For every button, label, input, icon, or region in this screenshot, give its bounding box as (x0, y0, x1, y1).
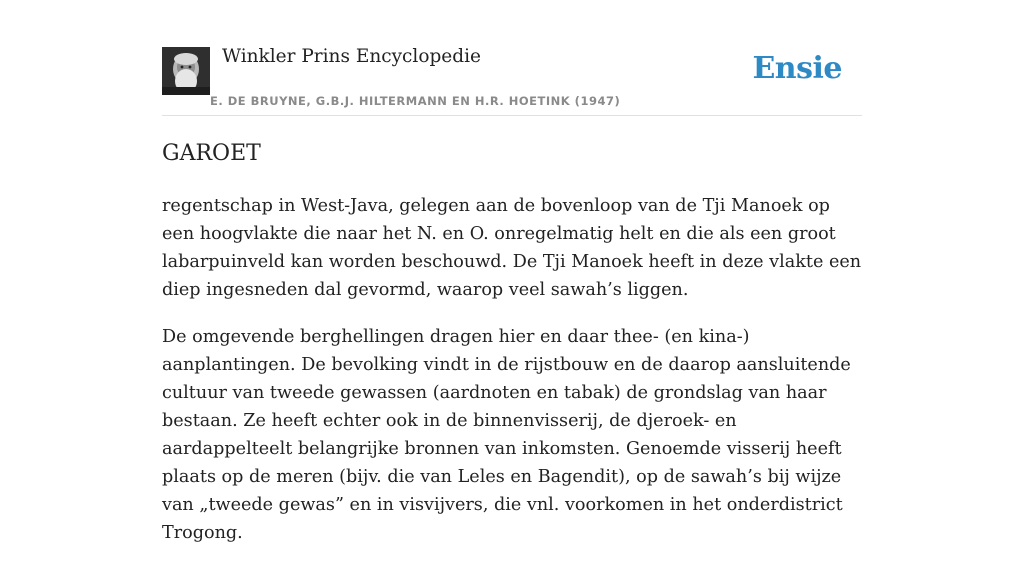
article-paragraph: De omgevende berghellingen dragen hier en daar thee- (en kina-) aanplantingen. De bevolking vindt in de rijstbouw en de daarop aansluitende cultuur van tweede gewassen (aardnoten en tabak) de grondslag van haar bestaan. Ze heeft echter ook in de binnenvisserij, de djeroek- en aardappelteelt belangrijke bronnen van inkomsten. Genoemde visserij heeft plaats op de meren (bijv. die van Leles en Bagendit), op de sawah’s bij wijze van „tweede gewas” en in visvijvers, die vnl. voorkomen in het onderdistrict Trogong. (162, 327, 851, 543)
ensie-logo-link[interactable]: Ensie (752, 51, 842, 86)
portrait-icon (162, 47, 210, 95)
source-header (162, 0, 862, 116)
article-page (162, 0, 862, 543)
article-paragraph: regentschap in West-Java, gelegen aan de bovenloop van de Tji Manoek op een hoogvlakte die naar het N. en O. onregelmatig helt en die als een groot labarpuinveld kan worden beschouwd. De Tji Manoek heeft in deze vlakte een diep ingesneden dal gevormd, waarop veel sawah’s liggen. (162, 196, 862, 300)
author-avatar[interactable] (162, 47, 210, 95)
source-title[interactable]: Winkler Prins Encyclopedie (222, 46, 481, 67)
source-authors: E. DE BRUYNE, G.B.J. HILTERMANN EN H.R. HOETINK (1947) (210, 94, 621, 108)
article-title: GAROET (162, 141, 261, 166)
article-body (162, 192, 862, 566)
